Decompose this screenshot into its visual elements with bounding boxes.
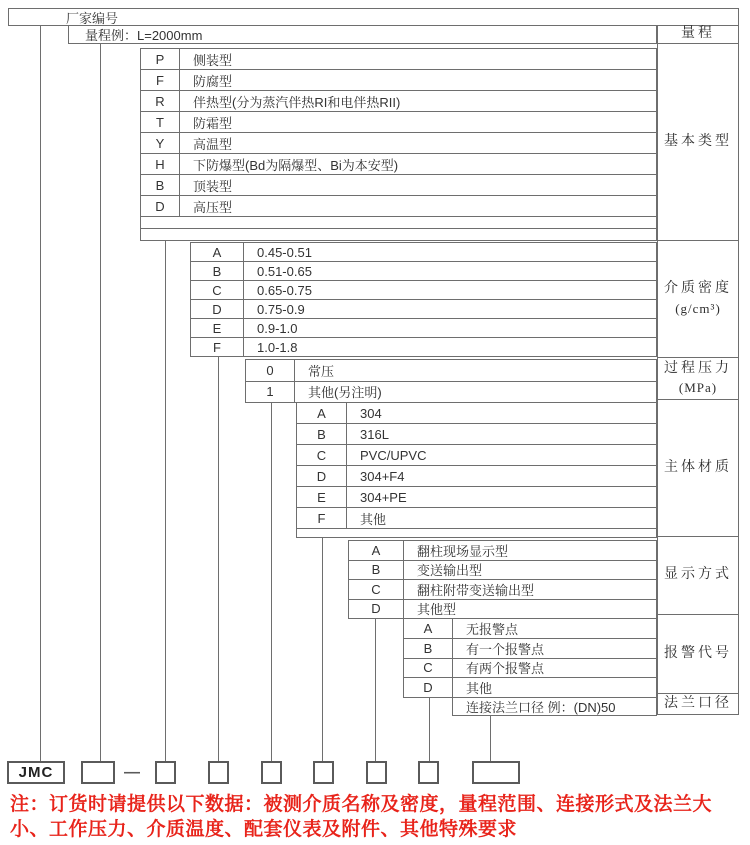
desc-cell: 316L xyxy=(360,426,389,442)
desc-cell: 其他 xyxy=(360,511,387,527)
label-range: 量程 xyxy=(658,26,738,44)
connector-line xyxy=(490,716,491,761)
flange-text: 连接法兰口径 例：(DN)50 xyxy=(466,700,616,715)
display-table xyxy=(348,540,657,619)
code-cell: D xyxy=(191,300,244,318)
desc-cell: 1.0-1.8 xyxy=(257,339,298,355)
desc-cell: 变送输出型 xyxy=(417,563,483,579)
code-cell: B xyxy=(297,424,347,444)
model-prefix-box: JMC xyxy=(7,761,65,784)
desc-cell: 高温型 xyxy=(193,136,233,152)
desc-cell: 0.45-0.51 xyxy=(257,244,312,260)
desc-cell: 防霜型 xyxy=(193,115,233,131)
code-cell: B xyxy=(349,561,404,580)
code-cell: C xyxy=(349,580,404,599)
code-cell: Y xyxy=(141,133,180,153)
desc-cell: 顶装型 xyxy=(193,178,233,194)
code-cell: D xyxy=(349,600,404,619)
label-pressure: 过程压力 (MPa) xyxy=(658,358,738,400)
material-table xyxy=(296,402,657,538)
code-cell: P xyxy=(141,49,180,69)
label-density: 介质密度 (g/cm³) xyxy=(658,241,738,358)
label-material: 主体材质 xyxy=(658,400,738,537)
display-code-box xyxy=(366,761,387,784)
desc-cell: 304 xyxy=(360,405,382,421)
connector-line xyxy=(100,44,101,761)
code-cell: B xyxy=(141,175,180,195)
table-row xyxy=(404,678,656,697)
flange-row xyxy=(452,697,657,716)
code-cell: C xyxy=(404,659,453,678)
pressure-code-box xyxy=(261,761,282,784)
label-flange: 法兰口径 xyxy=(664,695,732,711)
table-row xyxy=(141,91,656,112)
desc-cell: 有两个报警点 xyxy=(466,661,545,677)
code-cell: 0 xyxy=(246,360,295,381)
table-row xyxy=(141,112,656,133)
table-row xyxy=(141,133,656,154)
basic-type-code-box xyxy=(155,761,176,784)
density-table xyxy=(190,242,657,357)
desc-cell: 常压 xyxy=(308,363,335,379)
empty-row xyxy=(141,217,656,229)
table-row xyxy=(297,508,656,529)
table-row xyxy=(191,300,656,319)
table-row xyxy=(191,243,656,262)
table-row xyxy=(191,262,656,281)
code-cell: E xyxy=(191,319,244,337)
desc-cell: 防腐型 xyxy=(193,73,233,89)
code-cell: D xyxy=(297,466,347,486)
order-note: 注：订货时请提供以下数据：被测介质名称及密度，量程范围、连接形式及法兰大小、工作压力、介质温度、配套仪表及附件、其他特殊要求 xyxy=(10,794,713,841)
desc-cell: 侧装型 xyxy=(193,52,233,68)
table-row xyxy=(349,541,656,561)
code-cell: D xyxy=(141,196,180,216)
desc-cell: 0.51-0.65 xyxy=(257,263,312,279)
desc-cell: 高压型 xyxy=(193,199,233,215)
connector-line xyxy=(218,357,219,761)
code-cell: A xyxy=(297,403,347,423)
connector-line xyxy=(165,241,166,761)
flange-code-box xyxy=(472,761,520,784)
desc-cell: 无报警点 xyxy=(466,621,519,637)
connector-line xyxy=(322,538,323,761)
table-row xyxy=(297,424,656,445)
connector-line xyxy=(375,619,376,761)
desc-cell: PVC/UPVC xyxy=(360,447,427,463)
desc-cell: 304+PE xyxy=(360,489,407,505)
range-example-cell xyxy=(68,26,657,44)
desc-cell: 304+F4 xyxy=(360,468,405,484)
code-cell: C xyxy=(191,281,244,299)
table-row xyxy=(297,466,656,487)
category-label-column xyxy=(657,26,739,715)
desc-cell: 伴热型(分为蒸汽伴热RI和电伴热RII) xyxy=(193,94,401,110)
table-row xyxy=(191,281,656,300)
factory-number-box xyxy=(8,8,739,26)
code-cell: B xyxy=(404,639,453,658)
code-cell: C xyxy=(297,445,347,465)
desc-cell: 0.9-1.0 xyxy=(257,320,298,336)
table-row xyxy=(246,360,656,382)
label-display: 显示方式 xyxy=(658,537,738,615)
alarm-code-box xyxy=(418,761,439,784)
table-row xyxy=(404,659,656,679)
code-cell: E xyxy=(297,487,347,507)
table-row xyxy=(141,70,656,91)
table-row xyxy=(349,600,656,619)
desc-cell: 其他(另注明) xyxy=(308,385,382,401)
table-row xyxy=(349,580,656,600)
code-cell: D xyxy=(404,678,453,697)
empty-row xyxy=(297,529,656,537)
dash-separator: — xyxy=(124,763,140,781)
code-cell: B xyxy=(191,262,244,280)
code-cell: A xyxy=(191,243,244,261)
table-row xyxy=(141,175,656,196)
table-row xyxy=(404,639,656,659)
code-cell: A xyxy=(404,619,453,638)
label-alarm: 报警代号 xyxy=(658,615,738,694)
desc-cell: 有一个报警点 xyxy=(466,641,545,657)
range-example-text: 量程例：L=2000mm xyxy=(85,28,203,43)
factory-number-label: 厂家编号 xyxy=(66,10,119,26)
code-cell: T xyxy=(141,112,180,132)
desc-cell: 其他 xyxy=(466,681,493,697)
alarm-table xyxy=(403,618,657,698)
code-cell: R xyxy=(141,91,180,111)
connector-line xyxy=(271,403,272,761)
desc-cell: 下防爆型(Bd为隔爆型、Bi为本安型) xyxy=(193,157,399,173)
code-cell: F xyxy=(141,70,180,90)
label-basic-type: 基本类型 xyxy=(658,44,738,241)
table-row xyxy=(297,445,656,466)
empty-row xyxy=(141,229,656,240)
desc-cell: 翻柱附带变送输出型 xyxy=(417,582,535,598)
table-row xyxy=(297,487,656,508)
connector-line xyxy=(40,26,41,761)
density-code-box xyxy=(208,761,229,784)
range-code-box xyxy=(81,761,115,784)
table-row xyxy=(141,196,656,217)
table-row xyxy=(191,319,656,338)
table-row xyxy=(404,619,656,639)
desc-cell: 其他型 xyxy=(417,602,457,618)
table-row xyxy=(191,338,656,356)
code-cell: F xyxy=(297,508,347,528)
table-row xyxy=(141,49,656,70)
table-row xyxy=(141,154,656,175)
material-code-box xyxy=(313,761,334,784)
desc-cell: 0.75-0.9 xyxy=(257,301,305,317)
code-cell: H xyxy=(141,154,180,174)
code-cell: 1 xyxy=(246,382,295,403)
pressure-table xyxy=(245,359,657,403)
desc-cell: 翻柱现场显示型 xyxy=(417,543,509,559)
table-row xyxy=(246,382,656,403)
code-cell: F xyxy=(191,338,244,356)
desc-cell: 0.65-0.75 xyxy=(257,282,312,298)
code-cell: A xyxy=(349,541,404,560)
basic-type-table xyxy=(140,48,657,241)
table-row xyxy=(297,403,656,424)
connector-line xyxy=(429,698,430,761)
table-row xyxy=(349,561,656,581)
